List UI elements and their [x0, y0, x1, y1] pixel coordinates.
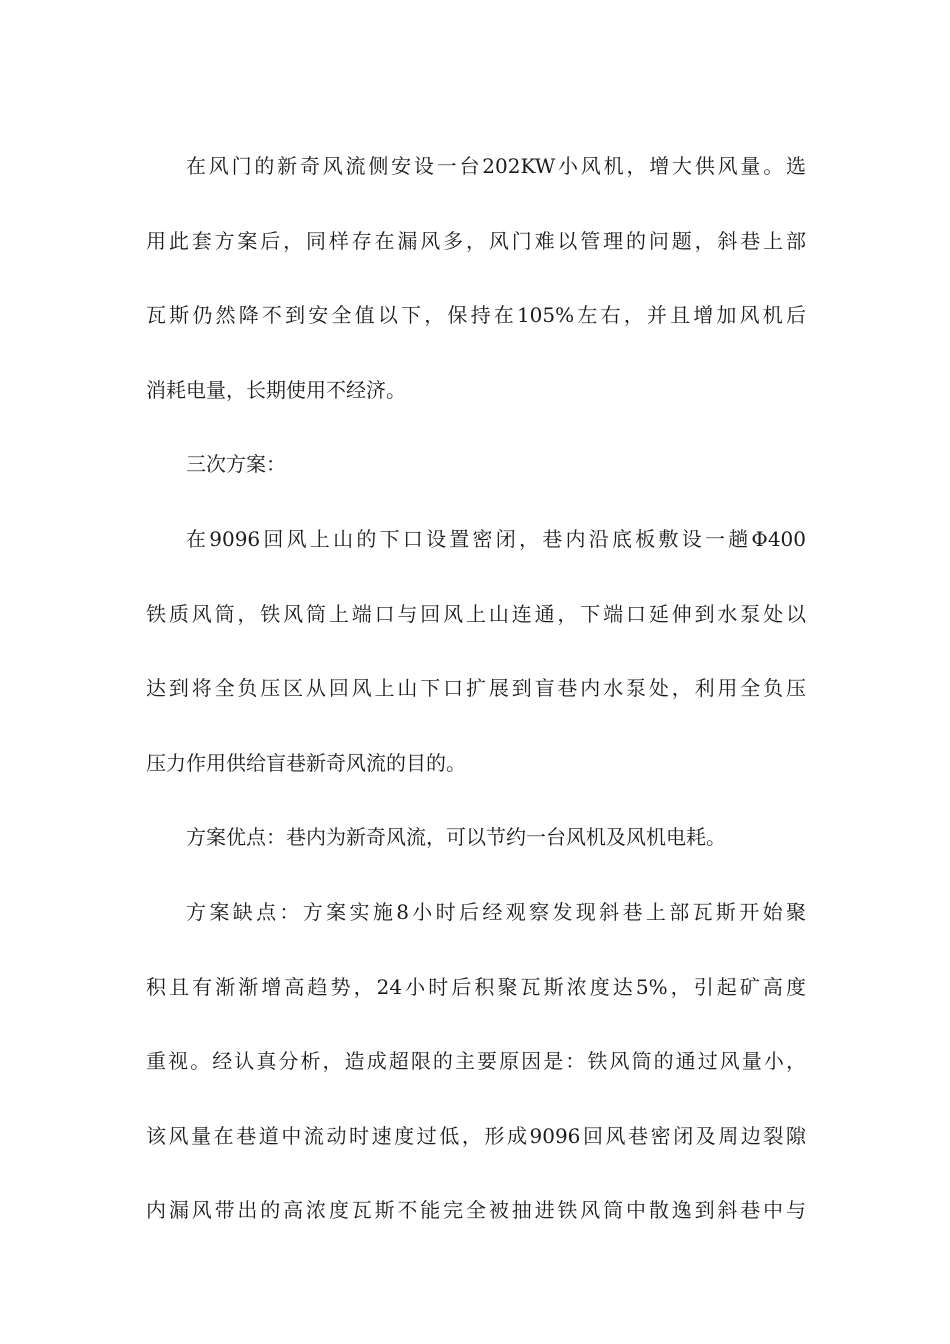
- text-line: 用此套方案后，同样存在漏风多，风门难以管理的问题，斜巷上部: [146, 228, 806, 253]
- text-line: 铁质风筒，铁风筒上端口与回风上山连通，下端口延伸到水泵处以: [146, 601, 806, 626]
- paragraph-advantages: [146, 800, 806, 875]
- text-line: 积且有渐渐增高趋势，24小时后积聚瓦斯浓度达5%，引起矿高度: [146, 974, 806, 999]
- text-line: 达到将全负压区从回风上山下口扩展到盲巷内水泵处，利用全负压: [146, 676, 806, 701]
- text-line: 方案优点：巷内为新奇风流，可以节约一台风机及风机电耗。: [186, 825, 726, 850]
- paragraph-fan-option: [146, 129, 806, 427]
- text-line: 内漏风带出的高浓度瓦斯不能完全被抽进铁风筒中散逸到斜巷中与: [146, 1198, 806, 1223]
- text-line: 方案缺点：方案实施8小时后经观察发现斜巷上部瓦斯开始聚: [186, 899, 806, 924]
- body-text: [146, 129, 806, 1248]
- text-line: 重视。经认真分析，造成超限的主要原因是：铁风筒的通过风量小，: [146, 1049, 806, 1074]
- text-line: 瓦斯仍然降不到安全值以下，保持在105%左右，并且增加风机后: [146, 303, 806, 328]
- text-line: 消耗电量，长期使用不经济。: [146, 377, 406, 402]
- text-line: 三次方案：: [186, 452, 286, 477]
- text-line: 压力作用供给盲巷新奇风流的目的。: [146, 750, 466, 775]
- text-line: 在风门的新奇风流侧安设一台202KW小风机，增大供风量。选: [186, 154, 806, 178]
- paragraph-disadvantages: [146, 875, 806, 1248]
- text-line: 在9096回风上山的下口设置密闭，巷内沿底板敷设一趟Φ400: [186, 526, 806, 551]
- paragraph-third-option: [146, 502, 806, 800]
- paragraph-third-option-heading: [146, 427, 806, 502]
- text-line: 该风量在巷道中流动时速度过低，形成9096回风巷密闭及周边裂隙: [146, 1123, 806, 1148]
